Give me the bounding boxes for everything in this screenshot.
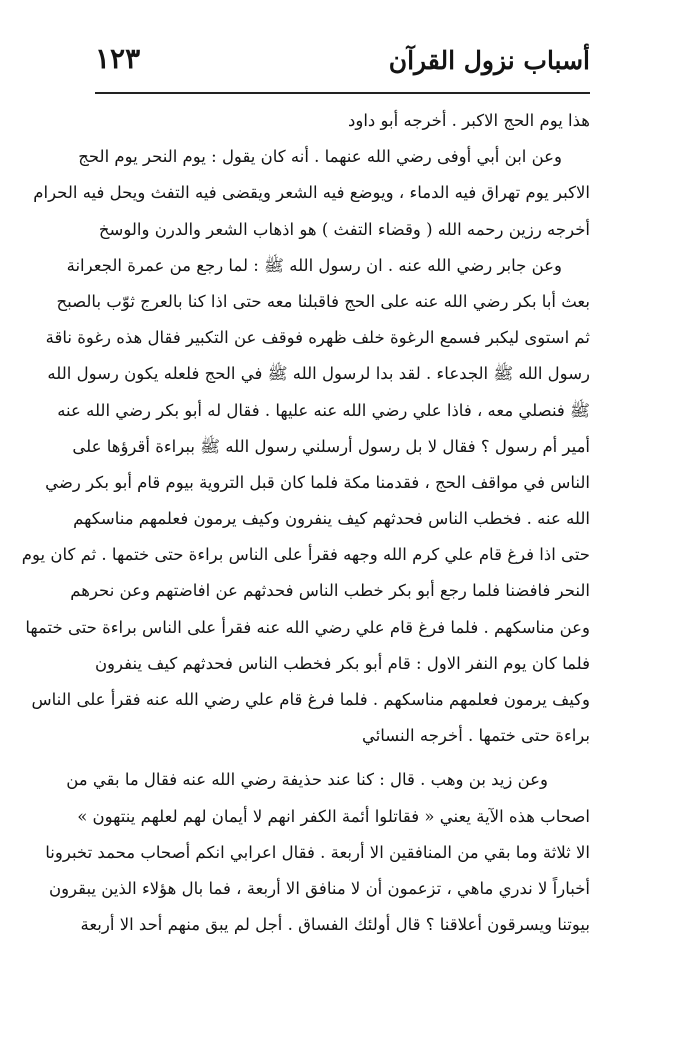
- text-line: الله عنه . فخطب الناس فحدثهم كيف ينفرون وكيف يرمون فعلمهم مناسكهم: [73, 509, 590, 529]
- page-number: ١٢٣: [95, 42, 141, 75]
- text-line: براءة حتى ختمها . أخرجه النسائي: [361, 726, 590, 746]
- text-line: هذا يوم الحج الاكبر . أخرجه أبو داود: [348, 111, 590, 130]
- text-line: الاكبر يوم تهراق فيه الدماء ، ويوضع فيه الشعر ويقضى فيه التفث ويحل فيه الحرام: [33, 183, 590, 203]
- text-line: حتى اذا فرغ قام علي كرم الله وجهه فقرأ على الناس براءة حتى ختمها . ثم كان يوم: [21, 545, 590, 565]
- text-line: رسول الله ﷺ الجدعاء . لقد بدا لرسول الله ﷺ في الحج فلعله يكون رسول الله: [47, 364, 590, 384]
- page-header: [95, 40, 590, 90]
- text-line: النحر فافضنا فلما رجع أبو بكر خطب الناس فحدثهم عن افاضتهم وعن نحرهم: [70, 581, 590, 601]
- running-title: أسباب نزول القرآن: [388, 46, 590, 75]
- body-text: [21, 103, 590, 943]
- text-line: الناس في مواقف الحج ، فقدمنا مكة فلما كان قبل التروية بيوم قام أبو بكر رضي: [45, 472, 590, 492]
- text-line: ثم استوى ليكبر فسمع الرغوة خلف ظهره فوقف عن التكبير فقال هذه رغوة ناقة: [45, 328, 590, 348]
- text-line: اصحاب هذه الآية يعني « فقاتلوا أئمة الكفر انهم لا أيمان لهم لعلهم ينتهون »: [77, 806, 590, 826]
- text-line: وعن ابن أبي أوفى رضي الله عنهما . أنه كان يقول : يوم النحر يوم الحج: [78, 147, 562, 167]
- header-rule: [95, 92, 590, 94]
- text-line: أخرجه رزين رحمه الله ( وقضاء التفث ) هو اذهاب الشعر والدرن والوسخ: [98, 219, 590, 239]
- text-line: أخباراً لا ندري ماهي ، تزعمون أن لا منافق الا أربعة ، فما بال هؤلاء الذين يبقرون: [48, 878, 590, 898]
- text-line: الا ثلاثة وما بقي من المنافقين الا أربعة . فقال اعرابي انكم أصحاب محمد تخبرونا: [45, 842, 590, 862]
- text-line: وعن مناسكهم . فلما فرغ قام علي رضي الله عنه فقرأ على الناس براءة حتى ختمها: [25, 617, 590, 637]
- text-line: بعث أبا بكر رضي الله عنه على الحج فاقبلنا معه حتى اذا كنا بالعرج ثوّب بالصبح: [56, 291, 590, 311]
- text-line: أمير أم رسول ؟ فقال لا بل رسول أرسلني رسول الله ﷺ ببراءة أقرؤها على: [72, 436, 590, 456]
- text-line: وعن جابر رضي الله عنه . ان رسول الله ﷺ : لما رجع من عمرة الجعرانة: [66, 255, 562, 275]
- text-line: وكيف يرمون فعلمهم مناسكهم . فلما فرغ قام علي رضي الله عنه فقرأ على الناس: [31, 690, 590, 709]
- text-line: ﷺ فنصلي معه ، فاذا علي رضي الله عنه عليها . فقال له أبو بكر رضي الله عنه: [57, 400, 590, 420]
- text-line: وعن زيد بن وهب . قال : كنا عند حذيفة رضي الله عنه فقال ما بقي من: [66, 770, 548, 790]
- text-line: بيوتنا ويسرقون أعلاقنا ؟ قال أولئك الفساق . أجل لم يبق منهم أحد الا أربعة: [80, 915, 590, 935]
- text-line: فلما كان يوم النفر الاول : قام أبو بكر فخطب الناس فحدثهم كيف ينفرون: [94, 653, 590, 673]
